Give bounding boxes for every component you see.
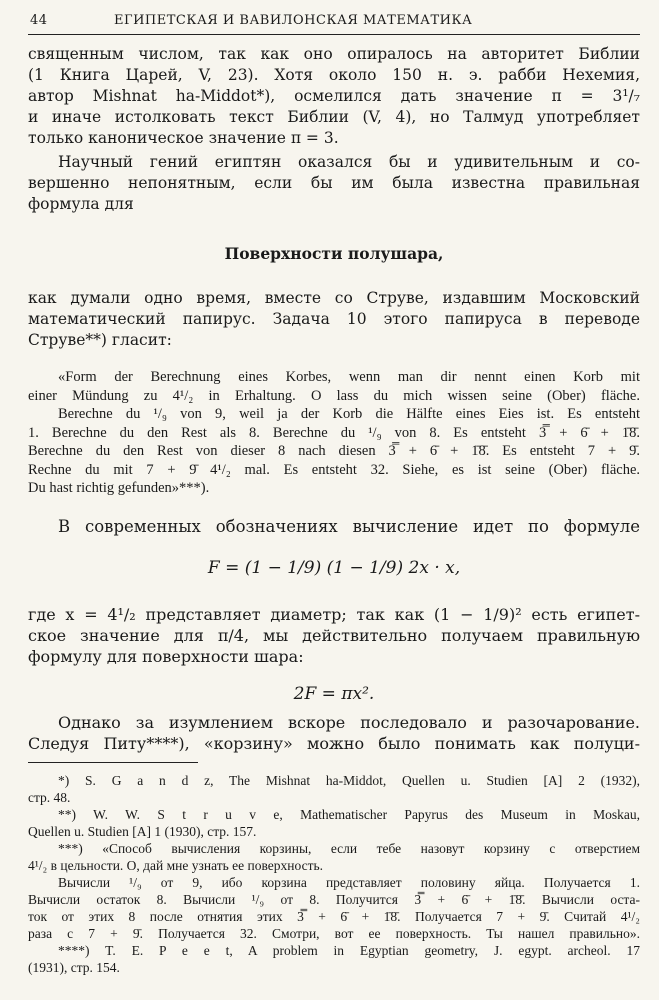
text-line: Однако за изумлением вскоре последовало и разочарование. [58,713,640,732]
running-title: ЕГИПЕТСКАЯ И ВАВИЛОНСКАЯ МАТЕМАТИКА [114,13,473,28]
footnote-line: 4¹/₂ в цельности. О, дай мне узнать ее поверхность. [28,858,323,873]
text-line: священным числом, так как оно опиралось на авторитет Библии [28,45,640,63]
text-line: В современных обозначениях вычисление идет по формуле [58,517,640,536]
footnote-line: Quellen u. Studien [A] 1 (1930), стр. 157. [28,824,257,839]
text-line: формулу для поверхности шара: [28,647,304,666]
quote-line: 1. Berechne du den Rest als 8. Berechne du ¹/₉ von 8. Es entsteht 3̿ + 6̄ + 1̄8̄. [28,424,640,441]
text-line: ское значение для π/4, мы действительно получаем правильную [28,626,640,645]
text-line: (1 Книга Царей, V, 23). Хотя около 150 н. э. рабби Нехемия, [28,66,640,84]
footnote-rule [28,762,198,763]
paragraph-5 [28,604,640,667]
text-line: и иначе истолковать текст Библии (V, 4), но Талмуд употребляет [28,108,640,126]
paragraph-6 [28,712,640,754]
paragraph-1 [28,44,640,149]
text-line: где x = 4¹/₂ представляет диаметр; так как (1 − 1/9)² есть египет- [28,605,640,624]
header-rule [28,34,640,35]
page-number: 44 [30,13,48,28]
footnote-line: Вычисли ¹/₉ от 9, ибо корзина представляет половину яйца. Получается 1. [58,875,640,890]
text-line: Научный гений египтян оказался бы и удивительным и со- [58,153,640,171]
quote-line: Berechne du ¹/₉ von 9, weil ja der Korb die Hälfte eines Eies ist. Es entsteht [58,406,640,422]
footnote-line: **) W. W. S t r u v e, Mathematischer Papyrus des Museum in Moskau, [58,807,640,822]
footnote-line: раза с 7 + 9̄. Получается 32. Смотри, вот ее поверхность. Ты нашел правильно». [28,926,640,941]
text-line: математический папирус. Задача 10 этого папируса в переводе [28,310,640,328]
running-header [28,10,640,32]
text-line: вершенно непонятным, если бы им была известна правильная [28,174,640,192]
footnote-line: ****) T. E. P e e t, A problem in Egyptian geometry, J. egypt. archeol. 17 [58,943,640,958]
text-line: автор Mishnat ha-Middot*), осмелился дать значение π = 3¹/₇ [28,87,640,105]
paragraph-4 [28,516,640,537]
text-line: только каноническое значение π = 3. [28,129,339,147]
formula-area: F = (1 − 1/9) (1 − 1/9) 2x · x, [207,558,461,578]
quote-line: Berechne du den Rest von dieser 8 nach diesen 3̿ + 6̄ + 1̄8̄. Es entsteht 7 + 9̄. [28,443,640,459]
section-title: Поверхности полушара, [224,244,444,263]
footnotes [28,772,640,976]
footnote-line: (1931), стр. 154. [28,960,120,975]
footnote-line: ток от этих 8 после отнятия этих 3̿ + 6̄ + 1̄8̄. Получается 7 + 9̄. Считай 4¹/₂ [28,909,640,924]
text-line: формула для [28,195,134,213]
text-line: Струве**) гласит: [28,331,172,349]
paragraph-2 [28,152,640,215]
quote-line: Rechne du mit 7 + 9̄ 4¹/₂ mal. Es entsteht 32. Siehe, es ist seine (Ober) fläche. [28,461,640,478]
footnote-line: *) S. G a n d z, The Mishnat ha-Middot, Quellen u. Studien [A] 2 (1932), [58,773,640,788]
footnote-line: ***) «Способ вычисления корзины, если тебе назовут корзину с отверстием [58,841,640,856]
formula-sphere: 2F = πx². [293,684,375,704]
text-line: Следуя Питу****), «корзину» можно было понимать как полуци- [28,734,640,753]
text-line: как думали одно время, вместе со Струве, издавшим Московский [28,289,640,307]
quote-line: «Form der Berechnung eines Korbes, wenn man dir nennt einen Korb mit [58,369,640,385]
footnote-line: Вычисли остаток 8. Вычисли ¹/₉ от 8. Получится 3̿ + 6̄ + 1̄8̄. Вычисли оста- [28,892,640,907]
paragraph-3 [28,288,640,351]
papyrus-quote [28,368,640,498]
quote-line: einer Mündung zu 4¹/₂ in Erhaltung. O lass du mich wissen seine (Ober) fläche. [28,387,640,404]
quote-line: Du hast richtig gefunden»***). [28,480,210,496]
footnote-line: стр. 48. [28,790,71,805]
